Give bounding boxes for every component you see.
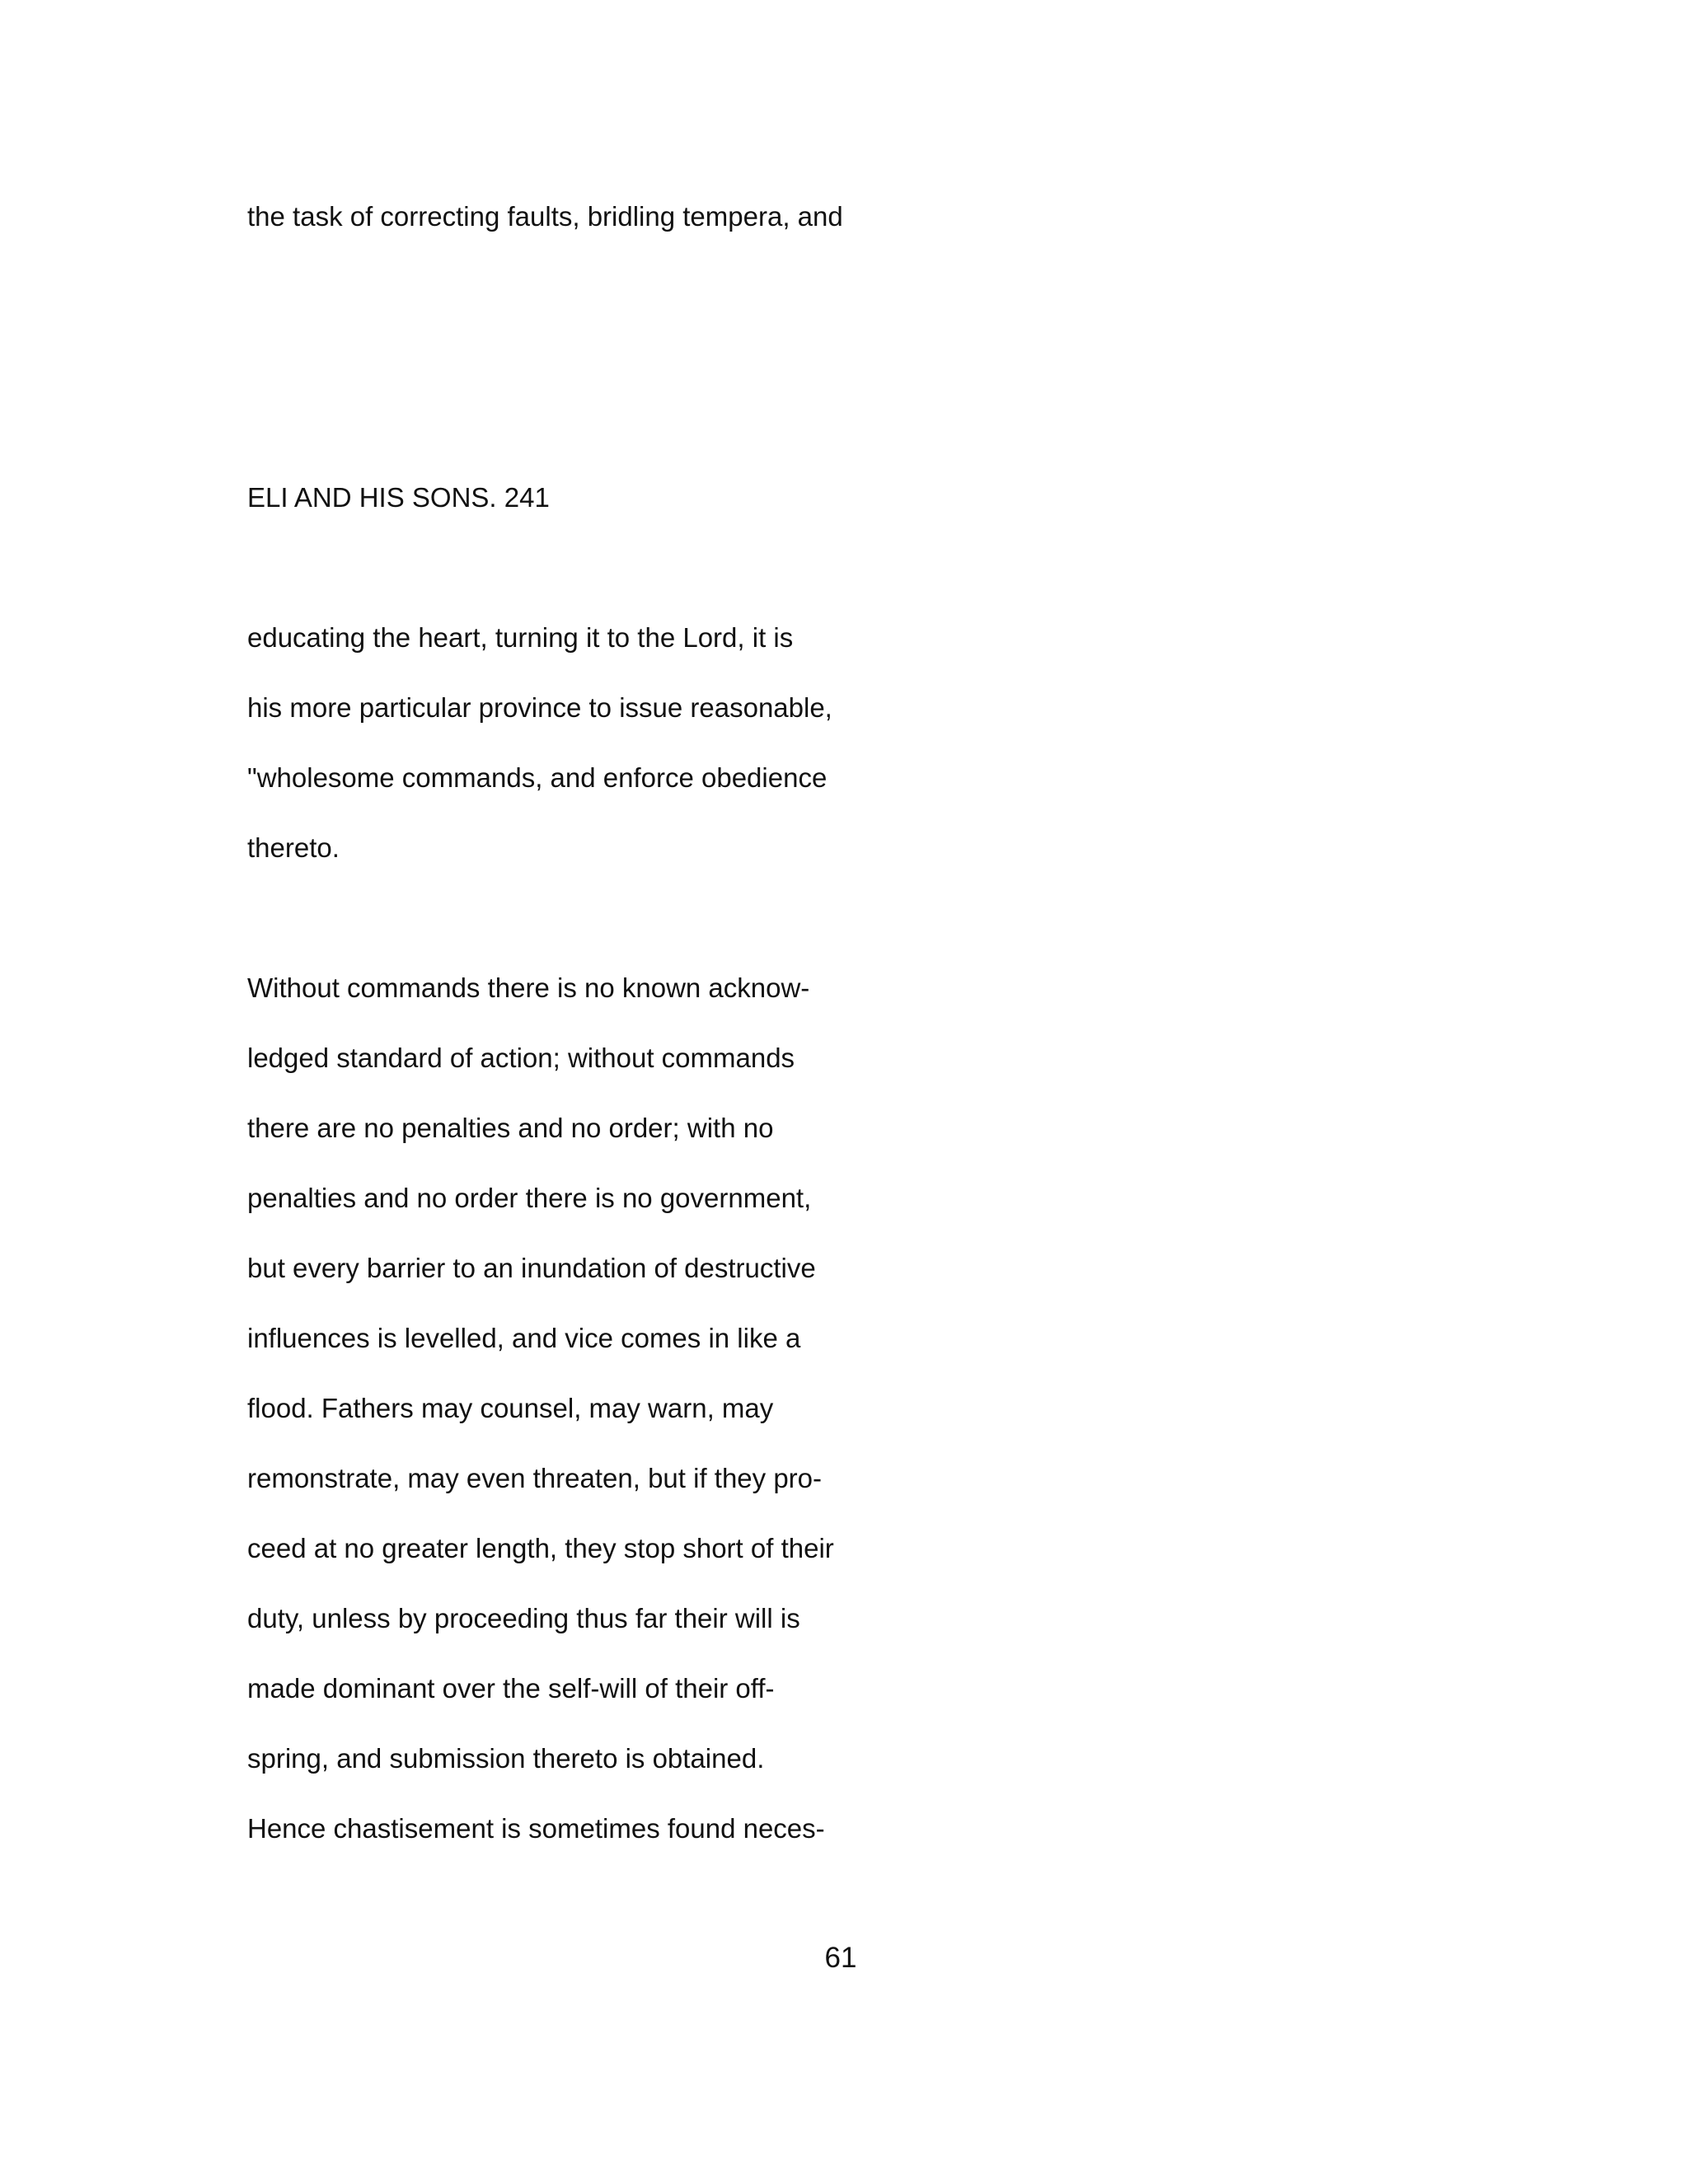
running-header: ELI AND HIS SONS. 241 bbox=[247, 482, 550, 513]
page-number: 61 bbox=[824, 1942, 857, 1974]
text-line: Hence chastisement is sometimes found neces- bbox=[247, 1813, 825, 1844]
text-line: the task of correcting faults, bridling tempera, and bbox=[247, 201, 843, 232]
text-line: made dominant over the self-will of their off- bbox=[247, 1673, 775, 1704]
text-line: his more particular province to issue reasonable, bbox=[247, 692, 832, 723]
text-line: educating the heart, turning it to the Lord, it is bbox=[247, 622, 794, 653]
text-line: spring, and submission thereto is obtained. bbox=[247, 1743, 765, 1774]
text-line: but every barrier to an inundation of destructive bbox=[247, 1253, 816, 1283]
text-line: ceed at no greater length, they stop short of their bbox=[247, 1533, 834, 1563]
text-line: ledged standard of action; without commands bbox=[247, 1043, 795, 1073]
text-line: remonstrate, may even threaten, but if they pro- bbox=[247, 1463, 823, 1493]
text-line: penalties and no order there is no government, bbox=[247, 1183, 812, 1213]
text-line: flood. Fathers may counsel, may warn, may bbox=[247, 1393, 774, 1423]
text-line: there are no penalties and no order; with no bbox=[247, 1113, 774, 1143]
text-line: thereto. bbox=[247, 832, 340, 863]
text-line: Without commands there is no known acknow- bbox=[247, 972, 810, 1003]
text-line: duty, unless by proceeding thus far their will is bbox=[247, 1603, 800, 1633]
text-line: "wholesome commands, and enforce obedience bbox=[247, 762, 828, 793]
text-line: influences is levelled, and vice comes in like a bbox=[247, 1323, 801, 1353]
